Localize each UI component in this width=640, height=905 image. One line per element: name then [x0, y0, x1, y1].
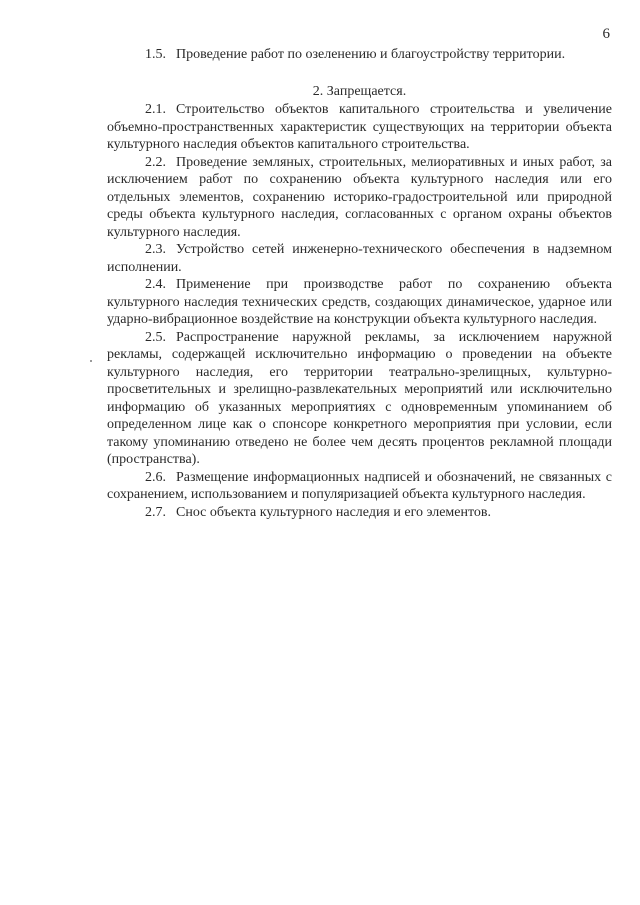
item-number: 2.1.	[145, 102, 166, 117]
page-number: 6	[602, 26, 610, 42]
item-number: 2.5.	[145, 329, 166, 345]
item-text: Проведение работ по озеленению и благоустройству территории.	[176, 47, 566, 62]
item-text: Размещение информационных надписей и обозначений, не связанных с сохранением, использованием и популяризацией объекта культурного наследия.	[107, 469, 612, 502]
item-1-5	[107, 46, 612, 64]
item-2-4	[107, 276, 612, 329]
item-text: Применение при производстве работ по сохранению объекта культурного наследия технических средств, создающих динамическое, ударное или ударно-вибрационное воздействие на конструкции объекта культурного наследия.	[107, 277, 612, 327]
item-number: 2.6.	[145, 469, 166, 485]
item-text: Распространение наружной рекламы, за исключением наружной рекламы, содержащей исключительно информацию о проведении на объекте культурного наследия, его территории театрально-зрелищных, культурно-просветительных и зрелищно-развлекательных мероприятий или исключительно информацию об указанных мероприятиях с одновременным упоминанием об определенном лице как о спонсоре конкретного мероприятия при условии, если такому упоминанию отведено не более чем десять процентов рекламной площади (пространства).	[107, 329, 612, 467]
section-heading: 2. Запрещается.	[312, 83, 407, 99]
item-2-1	[107, 101, 612, 154]
item-2-5	[107, 329, 612, 469]
item-number: 2.3.	[145, 242, 166, 257]
item-2-6	[107, 469, 612, 504]
item-2-2	[107, 154, 612, 242]
item-text: Устройство сетей инженерно-технического обеспечения в надземном исполнении.	[107, 242, 612, 275]
scan-mark	[90, 360, 92, 362]
item-number: 2.7.	[145, 504, 166, 520]
item-number: 1.5.	[145, 47, 166, 62]
item-text: Снос объекта культурного наследия и его элементов.	[176, 504, 492, 520]
document-body	[107, 46, 612, 521]
item-number: 2.2.	[145, 154, 166, 170]
item-number: 2.4.	[145, 277, 166, 292]
item-text: Проведение земляных, строительных, мелиоративных и иных работ, за исключением работ по сохранению объекта культурного наследия или его отдельных элементов, сохранению историко-градостроительной или природной среды объекта культурного наследия, согласованных с органом охраны объектов культурного наследия.	[107, 154, 612, 240]
item-text: Строительство объектов капитального строительства и увеличение объемно-пространственных характеристик существующих на территории объекта культурного наследия объектов капитального строительства.	[107, 102, 612, 152]
item-2-7	[107, 504, 612, 522]
item-2-3	[107, 241, 612, 276]
